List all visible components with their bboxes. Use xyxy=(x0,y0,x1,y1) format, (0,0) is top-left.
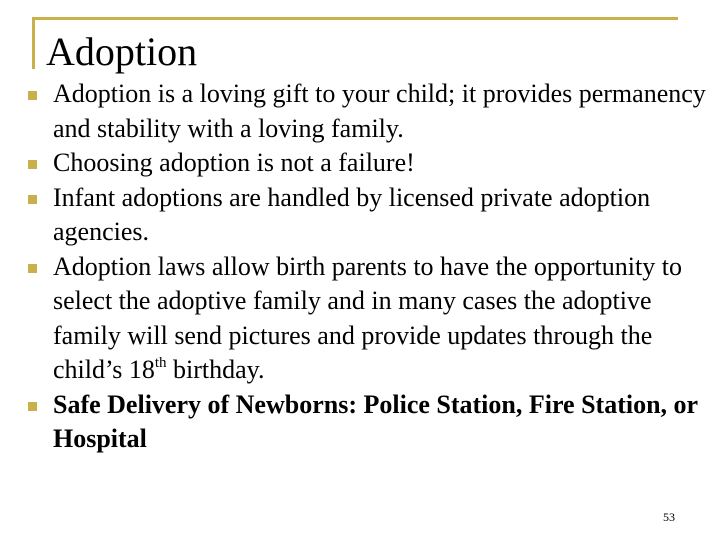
bullet-item-not-failure xyxy=(22,146,712,181)
bullet-text: Adoption is a loving gift to your child; it provides permanency and stability with a loving family. xyxy=(53,79,706,143)
bullet-text: Safe Delivery of Newborns: Police Station, Fire Station, or Hospital xyxy=(53,389,698,453)
slide-number: 53 xyxy=(663,510,675,524)
bullet-text-main: Adoption laws allow birth parents to have the opportunity to select the adoptive family and in many cases the adoptive family will send pictures and provide updates through the child’s 18 xyxy=(53,251,682,384)
square-bullet-icon xyxy=(28,264,37,273)
slide-title: Adoption xyxy=(46,29,198,74)
square-bullet-icon xyxy=(28,195,37,204)
ordinal-superscript: th xyxy=(154,355,167,371)
bullet-text: Infant adoptions are handled by licensed private adoption agencies. xyxy=(53,182,651,246)
bullet-item-gift xyxy=(22,77,712,146)
bullet-text-end: birthday. xyxy=(166,355,265,384)
bullet-item-agencies xyxy=(22,181,712,250)
bullet-text xyxy=(53,252,682,385)
bullet-item-laws xyxy=(22,250,712,388)
title-frame-left-line xyxy=(32,17,35,69)
square-bullet-icon xyxy=(28,402,37,411)
title-frame-top-line xyxy=(32,17,678,20)
bullet-text: Choosing adoption is not a failure! xyxy=(53,148,415,177)
bullet-list xyxy=(22,77,712,457)
bullet-item-safe-delivery xyxy=(22,388,712,457)
square-bullet-icon xyxy=(28,160,37,169)
square-bullet-icon xyxy=(28,91,37,100)
